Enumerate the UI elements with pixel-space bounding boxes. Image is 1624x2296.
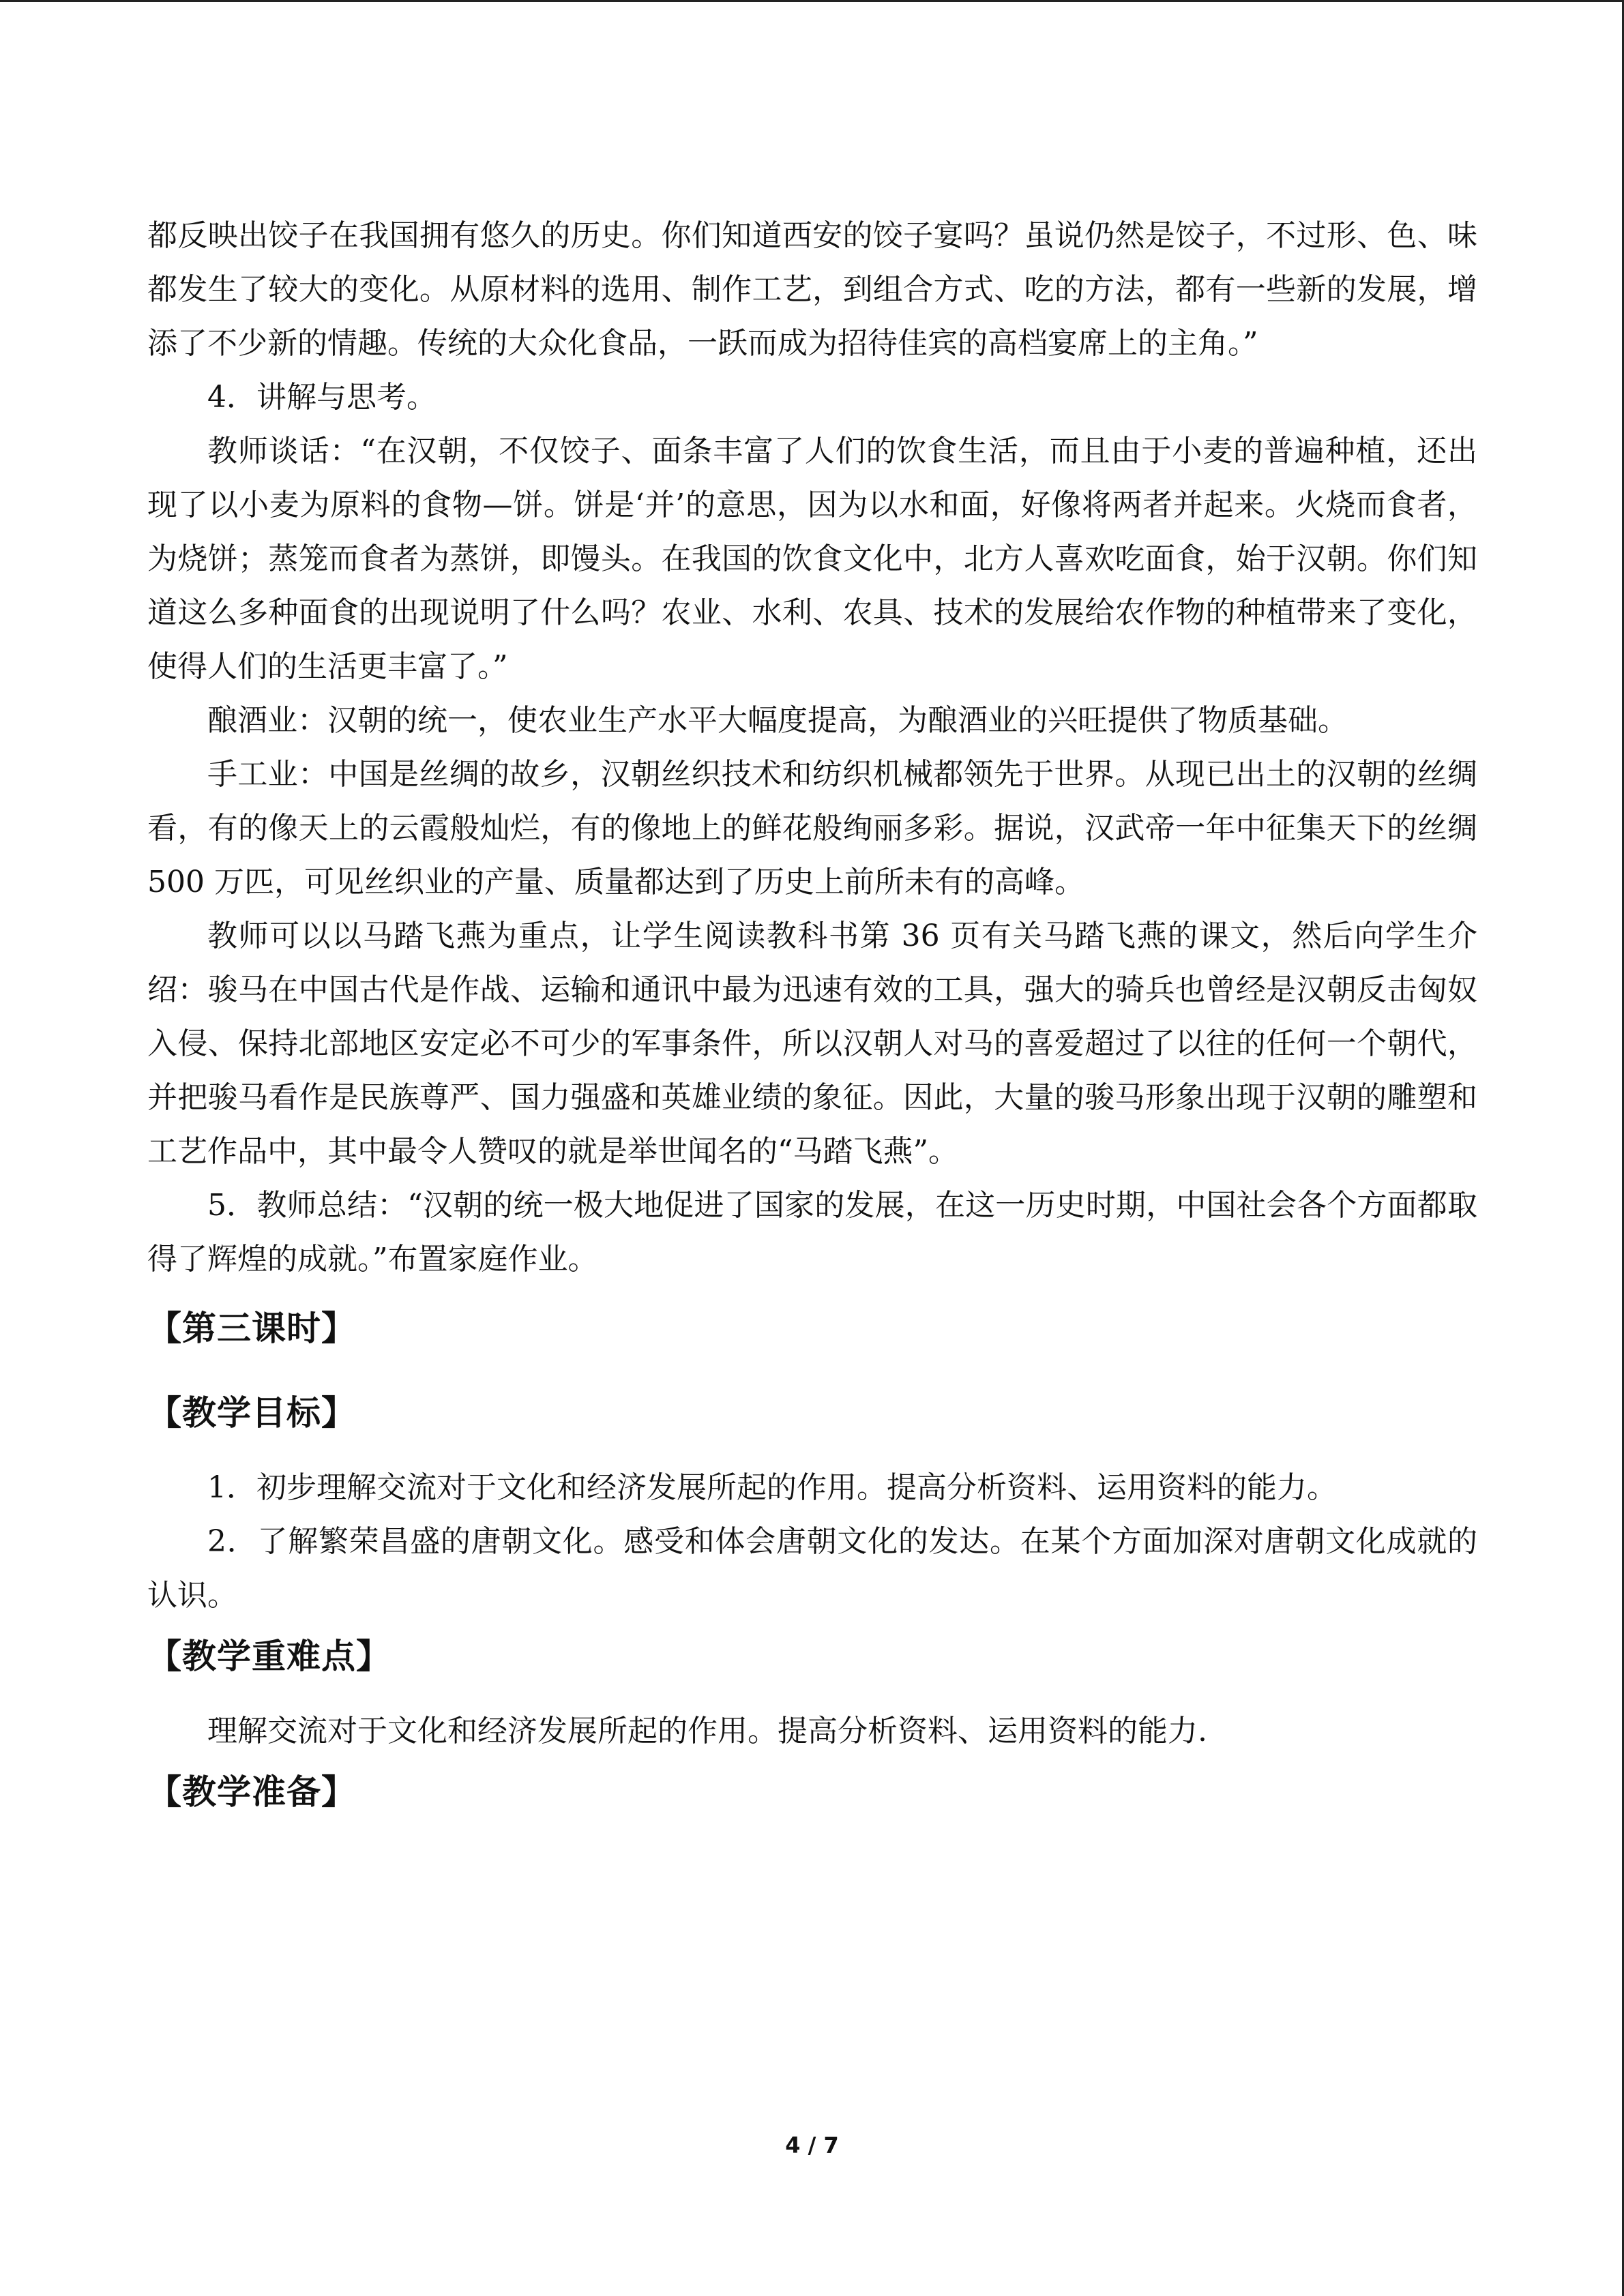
page-number: 4 / 7 xyxy=(785,2132,839,2158)
paragraph-dumpling-history: 都反映出饺子在我国拥有悠久的历史。你们知道西安的饺子宴吗？虽说仍然是饺子，不过形、色、味都发生了较大的变化。从原材料的选用、制作工艺，到组合方式、吃的方法，都有一些新的发展，增添了不少新的情趣。传统的大众化食品，一跃而成为招待佳宾的高档宴席上的主角。” xyxy=(147,218,1477,361)
paragraph-handicraft: 手工业：中国是丝绸的故乡，汉朝丝织技术和纺织机械都领先于世界。从现已出土的汉朝的丝绸看，有的像天上的云霞般灿烂，有的像地上的鲜花般绚丽多彩。据说，汉武帝一年中征集天下的丝绸 500 万匹，可见丝织业的产量、质量都达到了历史上前所未有的高峰。 xyxy=(147,757,1477,899)
document-body xyxy=(147,209,1477,1819)
paragraph-teacher-talk: 教师谈话：“在汉朝，不仅饺子、面条丰富了人们的饮食生活，而且由于小麦的普遍种植，还出现了以小麦为原料的食物—饼。饼是‘并’的意思，因为以水和面，好像将两者并起来。火烧而食者，为烧饼；蒸笼而食者为蒸饼，即馒头。在我国的饮食文化中，北方人喜欢吃面食，始于汉朝。你们知道这么多种面食的出现说明了什么吗？农业、水利、农具、技术的发展给农作物的种植带来了变化，使得人们的生活更丰富了。” xyxy=(147,434,1478,684)
paragraph-step-4: 4．讲解与思考。 xyxy=(207,380,437,415)
heading-preparation: 【教学准备】 xyxy=(147,1772,356,1812)
heading-lesson-3: 【第三课时】 xyxy=(147,1309,356,1348)
objective-1: 1．初步理解交流对于文化和经济发展所起的作用。提高分析资料、运用资料的能力。 xyxy=(207,1470,1337,1505)
heading-key-points: 【教学重难点】 xyxy=(147,1637,391,1676)
paragraph-flying-horse: 教师可以以马踏飞燕为重点，让学生阅读教科书第 36 页有关马踏飞燕的课文，然后向学生介绍：骏马在中国古代是作战、运输和通讯中最为迅速有效的工具，强大的骑兵也曾经是汉朝反击匈奴入侵、保持北部地区安定必不可少的军事条件，所以汉朝人对马的喜爱超过了以往的任何一个朝代，并把骏马看作是民族尊严、国力强盛和英雄业绩的象征。因此，大量的骏马形象出现于汉朝的雕塑和工艺作品中，其中最令人赞叹的就是举世闻名的“马踏飞燕”。 xyxy=(147,919,1477,1169)
objective-2: 2．了解繁荣昌盛的唐朝文化。感受和体会唐朝文化的发达。在某个方面加深对唐朝文化成就的认识。 xyxy=(147,1524,1477,1613)
key-points-text: 理解交流对于文化和经济发展所起的作用。提高分析资料、运用资料的能力. xyxy=(207,1714,1207,1748)
paragraph-brewing: 酿酒业：汉朝的统一，使农业生产水平大幅度提高，为酿酒业的兴旺提供了物质基础。 xyxy=(207,703,1348,738)
paragraph-summary: 5．教师总结：“汉朝的统一极大地促进了国家的发展，在这一历史时期，中国社会各个方面都取得了辉煌的成就。”布置家庭作业。 xyxy=(147,1188,1477,1277)
heading-objectives: 【教学目标】 xyxy=(147,1393,356,1433)
